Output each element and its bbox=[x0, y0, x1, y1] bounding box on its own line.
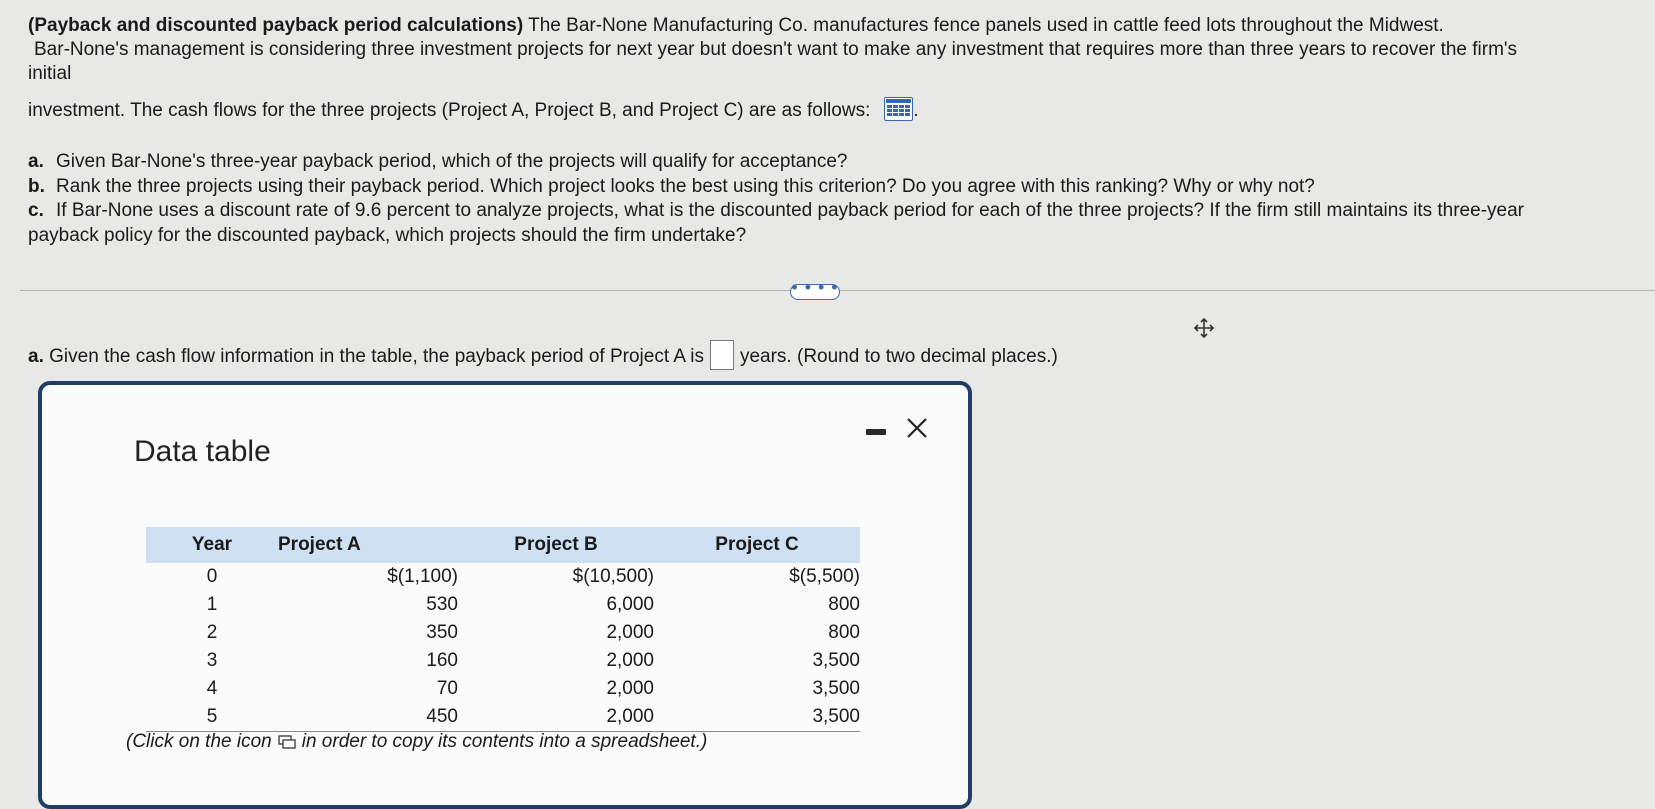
answer-line bbox=[28, 340, 1058, 370]
problem-line-2: Bar-None's management is considering three investment projects for next year but doesn't want to make any investment that requires more than three years to recover the firm's bbox=[34, 39, 1518, 60]
data-table-dialog bbox=[38, 381, 972, 809]
table-row: 1 530 6,000 800 bbox=[206, 594, 860, 615]
question-b: b. Rank the three projects using their payback period. Which project looks the best using this criterion? Do you agree with this ranking? Why or why not? bbox=[28, 175, 1315, 197]
table-row: 0 $(1,100) $(10,500) $(5,500) bbox=[206, 566, 860, 587]
table-row: 5 450 2,000 3,500 bbox=[146, 703, 860, 732]
copy-instructions: (Click on the icon in order to copy its contents into a spreadsheet.) bbox=[126, 731, 707, 756]
move-icon[interactable] bbox=[1192, 316, 1216, 340]
cash-flow-table bbox=[146, 527, 860, 732]
expand-more-button[interactable]: • • • • bbox=[790, 284, 840, 300]
column-header-project-a: Project A bbox=[278, 527, 458, 563]
question-c: c. If Bar-None uses a discount rate of 9.6 percent to analyze projects, what is the discounted payback period for each of the three projects? If the firm still maintains its three-year bbox=[28, 200, 1524, 221]
payback-answer-input[interactable] bbox=[710, 340, 734, 370]
problem-suffix: . bbox=[913, 100, 919, 121]
close-icon[interactable] bbox=[902, 413, 932, 443]
question-c-continued: payback policy for the discounted payback, which projects should the firm undertake? bbox=[28, 224, 747, 246]
problem-title: (Payback and discounted payback period calculations) bbox=[28, 15, 524, 36]
problem-line-3: initial bbox=[28, 63, 72, 84]
copy-spreadsheet-icon[interactable] bbox=[278, 734, 296, 756]
problem-cashflow-text: investment. The cash flows for the three projects (Project A, Project B, and Project C) are as follows: bbox=[28, 100, 871, 121]
problem-line-4 bbox=[28, 97, 919, 123]
minimize-button[interactable] bbox=[866, 429, 886, 435]
column-header-year: Year bbox=[146, 527, 278, 563]
table-row: 3 160 2,000 3,500 bbox=[206, 650, 860, 671]
dialog-title: Data table bbox=[134, 435, 271, 468]
question-a: a. Given Bar-None's three-year payback period, which of the projects will qualify for acceptance? bbox=[28, 151, 848, 172]
answer-prefix: Given the cash flow information in the table, the payback period of Project A is bbox=[49, 346, 704, 367]
column-header-project-b: Project B bbox=[458, 527, 654, 563]
problem-intro: The Bar-None Manufacturing Co. manufactures fence panels used in cattle feed lots throughout the Midwest. bbox=[523, 15, 1444, 36]
table-header-row bbox=[146, 527, 860, 563]
answer-label: a. bbox=[28, 346, 44, 367]
table-row: 2 350 2,000 800 bbox=[206, 622, 860, 643]
table-row: 4 70 2,000 3,500 bbox=[206, 678, 860, 699]
column-header-project-c: Project C bbox=[654, 527, 860, 563]
question-list bbox=[28, 150, 1524, 248]
data-table-icon[interactable] bbox=[884, 97, 913, 121]
problem-line-1 bbox=[28, 14, 1444, 38]
answer-suffix: years. (Round to two decimal places.) bbox=[739, 346, 1058, 367]
